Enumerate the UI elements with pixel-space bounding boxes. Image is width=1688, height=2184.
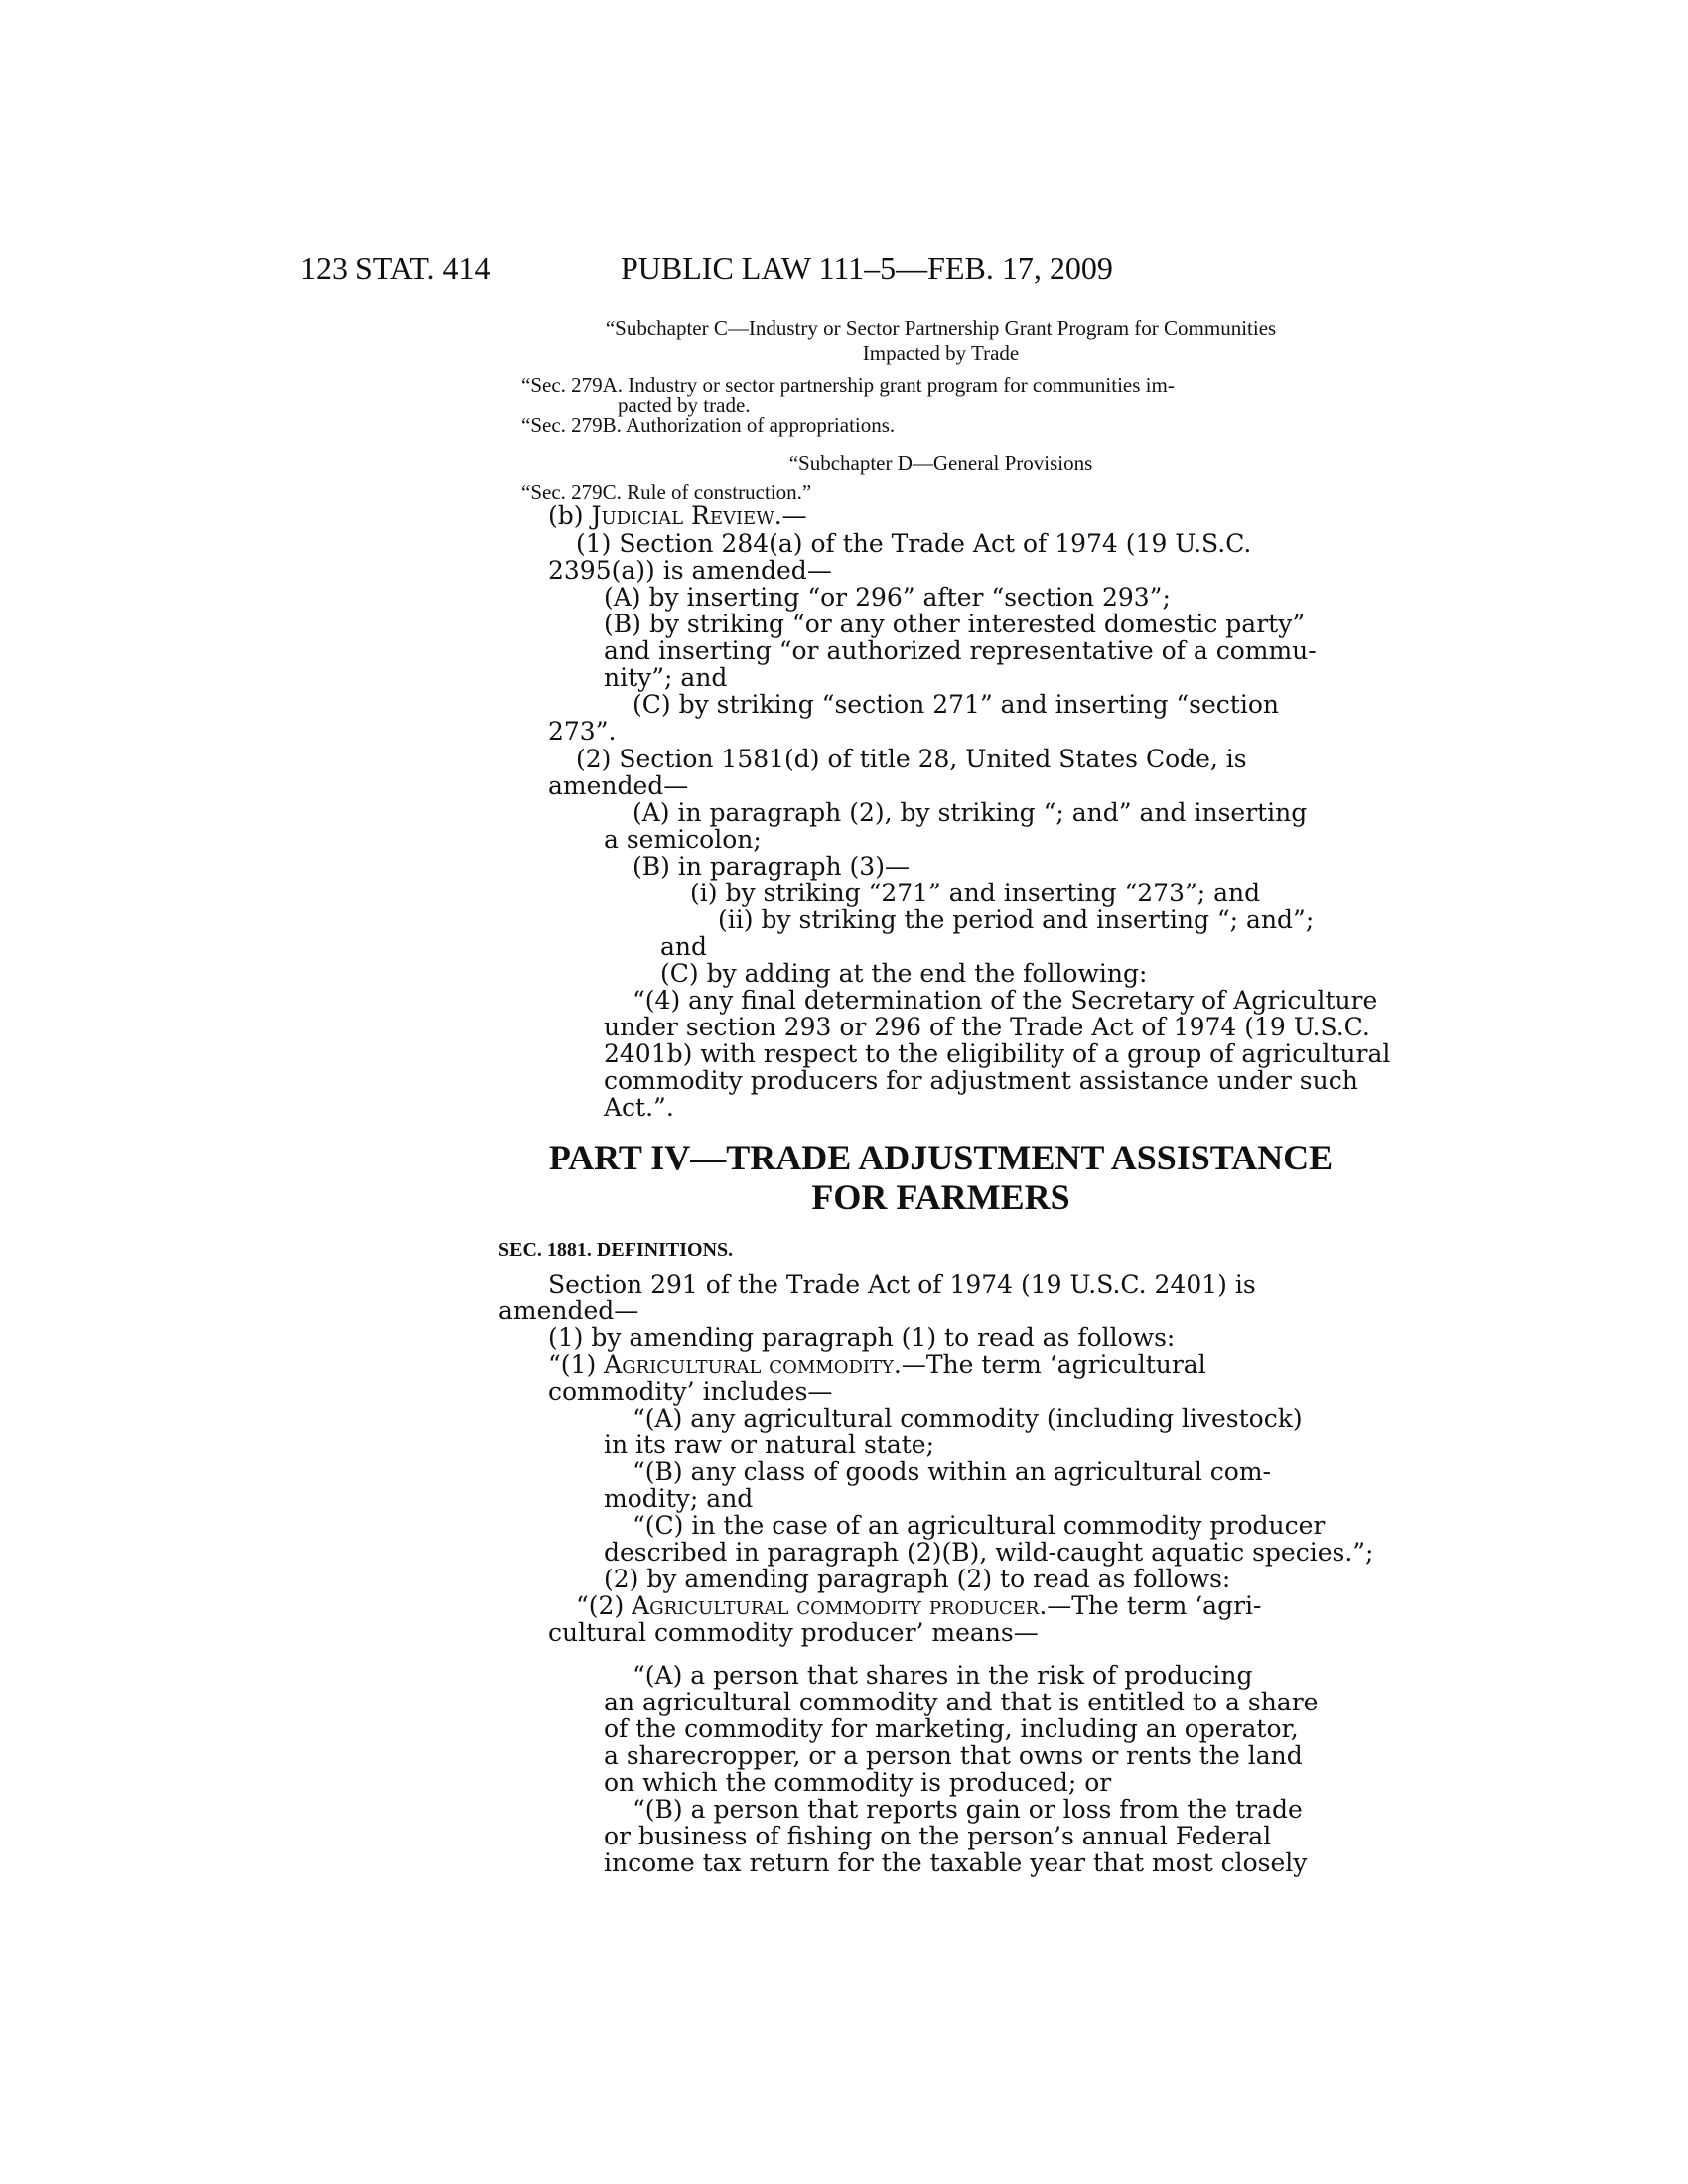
toc-subchapter-c-line2: Impacted by Trade: [862, 341, 1020, 365]
paragraph-1B-line1: (B) by striking “or any other interested domestic party”: [604, 610, 1306, 638]
toc-sec-279a-line2: pacted by trade.: [618, 393, 751, 417]
definition-1B-line2: modity; and: [604, 1484, 754, 1513]
definition-1C-line2: described in paragraph (2)(B), wild-caught aquatic species.”;: [604, 1538, 1374, 1567]
amendment-1: (1) by amending paragraph (1) to read as follows:: [548, 1323, 1176, 1352]
definition-1-line1: “(1) Agricultural commodity.—The term ‘agricultural: [548, 1350, 1206, 1379]
definition-1B-line1: “(B) any class of goods within an agricultural com-: [633, 1457, 1271, 1486]
definition-2A-line2: an agricultural commodity and that is entitled to a share: [604, 1688, 1319, 1716]
paragraph-2A-line1: (A) in paragraph (2), by striking “; and” and inserting: [633, 798, 1308, 827]
paragraph-2B: (B) in paragraph (3)—: [633, 852, 910, 881]
paragraph-1B-line2: and inserting “or authorized representative of a commu-: [604, 636, 1317, 665]
paragraph-2B-i: (i) by striking “271” and inserting “273”; and: [690, 879, 1261, 907]
definition-1A-line1: “(A) any agricultural commodity (including livestock): [633, 1404, 1303, 1433]
toc-subchapter-c-line1: “Subchapter C—Industry or Sector Partnership Grant Program for Communities: [605, 316, 1277, 340]
paragraph-1A: (A) by inserting “or 296” after “section 293”;: [604, 583, 1171, 612]
toc-subchapter-d: “Subchapter D—General Provisions: [788, 451, 1093, 475]
paragraph-1C-line2: 273”.: [548, 717, 617, 746]
definition-2A-line5: on which the commodity is produced; or: [604, 1768, 1112, 1797]
amendment-2: (2) by amending paragraph (2) to read as follows:: [604, 1565, 1231, 1593]
paragraph-4-line3: 2401b) with respect to the eligibility of a group of agricultural: [604, 1039, 1391, 1068]
paragraph-2C: (C) by adding at the end the following:: [660, 959, 1148, 988]
paragraph-2B-ii-line1: (ii) by striking the period and inserting “; and”;: [718, 905, 1315, 934]
definition-2B-line2: or business of fishing on the person’s annual Federal: [604, 1822, 1272, 1850]
toc-sec-279b: “Sec. 279B. Authorization of appropriations.: [521, 413, 896, 437]
paragraph-2A-line2: a semicolon;: [604, 825, 762, 854]
paragraph-1B-line3: nity”; and: [604, 663, 728, 692]
paragraph-2B-ii-line2: and: [660, 932, 708, 961]
definition-2A-line4: a sharecropper, or a person that owns or rents the land: [604, 1741, 1303, 1770]
definition-1-line2: commodity’ includes—: [548, 1377, 833, 1406]
section-1881-intro-line1: Section 291 of the Trade Act of 1974 (19 U.S.C. 2401) is: [548, 1270, 1256, 1298]
definition-2A-line1: “(A) a person that shares in the risk of producing: [633, 1661, 1253, 1690]
definition-1C-line1: “(C) in the case of an agricultural commodity producer: [633, 1511, 1326, 1540]
toc-sec-279c: “Sec. 279C. Rule of construction.”: [521, 480, 812, 504]
paragraph-1-line2: 2395(a)) is amended—: [548, 556, 832, 585]
definition-2-line2: cultural commodity producer’ means—: [548, 1618, 1039, 1647]
paragraph-4-line2: under section 293 or 296 of the Trade Act of 1974 (19 U.S.C.: [604, 1013, 1370, 1041]
definition-2-line1: “(2) Agricultural commodity producer.—The term ‘agri-: [576, 1591, 1262, 1620]
part-iv-heading-line1: PART IV—TRADE ADJUSTMENT ASSISTANCE: [548, 1138, 1334, 1177]
page-law-header: PUBLIC LAW 111–5—FEB. 17, 2009: [621, 250, 1113, 286]
definition-1A-line2: in its raw or natural state;: [604, 1431, 935, 1459]
paragraph-4-line5: Act.”.: [604, 1093, 674, 1122]
subsection-b-heading: (b) Judicial Review.—: [548, 501, 807, 530]
page-stat-citation: 123 STAT. 414: [300, 250, 491, 286]
paragraph-4-line4: commodity producers for adjustment assistance under such: [604, 1066, 1358, 1095]
paragraph-1-line1: (1) Section 284(a) of the Trade Act of 1974 (19 U.S.C.: [576, 529, 1252, 558]
definition-2A-line3: of the commodity for marketing, including an operator,: [604, 1714, 1299, 1743]
paragraph-2-line2: amended—: [548, 771, 689, 800]
definition-2B-line1: “(B) a person that reports gain or loss from the trade: [633, 1795, 1303, 1824]
part-iv-heading-line2: FOR FARMERS: [811, 1177, 1070, 1217]
definition-2B-line3: income tax return for the taxable year that most closely: [604, 1848, 1308, 1877]
section-1881-intro-line2: amended—: [498, 1297, 639, 1325]
paragraph-1C-line1: (C) by striking “section 271” and inserting “section: [633, 690, 1279, 719]
paragraph-2-line1: (2) Section 1581(d) of title 28, United States Code, is: [576, 745, 1247, 773]
section-1881-heading: SEC. 1881. DEFINITIONS.: [498, 1239, 734, 1261]
toc-sec-279a-line1: “Sec. 279A. Industry or sector partnership grant program for communities im-: [521, 373, 1175, 397]
paragraph-4-line1: “(4) any final determination of the Secretary of Agriculture: [633, 986, 1378, 1015]
